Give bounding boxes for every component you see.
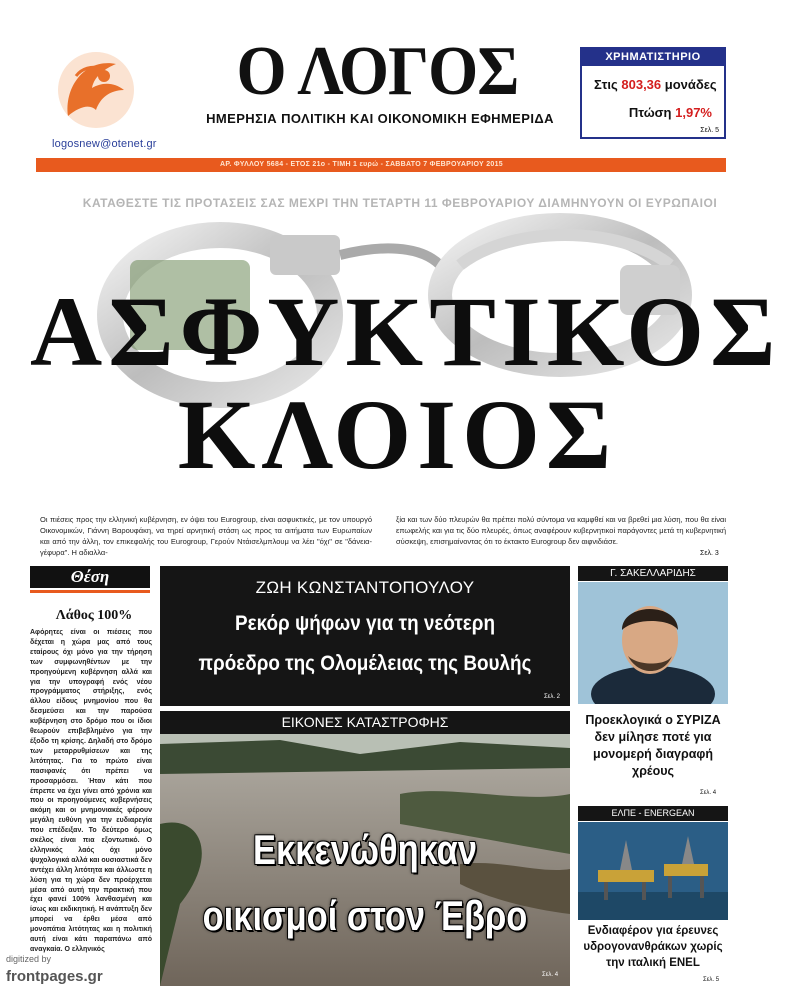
newspaper-subtitle: ΗΜΕΡΗΣΙΑ ΠΟΛΙΤΙΚΗ ΚΑΙ ΟΙΚΟΝΟΜΙΚΗ ΕΦΗΜΕΡΙΔΑ — [206, 111, 554, 126]
watermark-line2: frontpages.gr — [6, 968, 103, 985]
page-ref: Σελ. 4 — [542, 972, 559, 978]
story-zoi-name: ΖΩΗ ΚΩΝΣΤΑΝΤΟΠΟΥΛΟΥ — [255, 578, 475, 597]
story-zoi-headline-line1: Ρεκόρ ψήφων για τη νεότερη — [234, 612, 496, 635]
stock-header: ΧΡΗΜΑΤΙΣΤΗΡΙΟ — [582, 49, 724, 66]
opinion-body: Αφόρητες είναι οι πιέσεις που δέχεται η χώρα μας από τους εταίρους όχι μόνο για την τήρηση των συμφωνηθέντων με την προηγούμενη κυβέρνηση αλλά και για την υπογραφή ενός νέου προγράμματος στήριξης, ενός άλλου είδους μνημονίου που θα δεσμεύσει και την παρούσα κυβέρνηση στο δρόμο που οι ίδιοι θεωρούν επιβεβλημένο για την έξοδο τη κρίσης. Δηλαδή στο δρόμο των μεταρρυθμίσεων και της λιτότητας. Για το πρώτο είναι πασιφανές ότι πρέπει να προσαρμόσει. Ήταν κάτι που έπρεπε να έχει γίνει από χρόνια και που οι προηγούμενες κυβερνήσεις ακόμη και οι μνημονιακές φέρουν μεγάλη ευθύνη για την ευδιαρεγία που επέδειξαν. Το δεύτερο όμως σκέλος είναι πια εξοντωτικό. Ο ελληνικός λαός όχι μόνο ψυχολογικά αλλά και ουσιαστικά δεν αντέχει άλλη λιτότητα και άλλωστε η λύση για τη χώρα δεν προέρχεται μέσα από αυτή την πρακτική που έχει φανεί 100% λανθασμένη και ίσως και εκδικητική. Η ανάπτυξη δεν μπορεί να έρθει μέσα από μονοπάτια λιτότητας και η πολιτική αυτή είναι κάτι παραπάνω από αναγκαία. Ο ελληνικός — [30, 629, 152, 953]
lead-text-col2: ξία και των δύο πλευρών θα πρέπει πολύ σύντομα να καμφθεί και να βρεθεί μια λύση, που θα είναι επωφελής και για τις δύο πλευρές, όπως αναφέρουν κυβερνητικοί παράγοντες μετά τη κυβερνητική σύσκεψη, επισημαίνοντας ότι το έκτακτο Eurogroup δεν αιφνιδιάσε. — [396, 515, 726, 546]
page-ref: Σελ. 3 — [700, 550, 719, 557]
hero-kicker: ΚΑΤΑΘΕΣΤΕ ΤΙΣ ΠΡΟΤΑΣΕΙΣ ΣΑΣ ΜΕΧΡΙ ΤΗΝ ΤΕΤΑΡΤΗ 11 ΦΕΒΡΟΥΑΡΙΟΥ ΔΙΑΜΗΝΥΟΥΝ ΟΙ ΕΥΡΩΠΑΙΟΙ — [82, 196, 718, 210]
page-ref: Σελ. 4 — [700, 790, 717, 796]
email-link[interactable]: logosnew@otenet.gr — [52, 138, 157, 150]
page-ref: Σελ. 2 — [543, 694, 560, 700]
flood-headline-line2: οικισμοί στον Έβρο — [202, 892, 528, 939]
elpe-headline[interactable]: Ενδιαφέρον για έρευνες υδρογονανθράκων χωρίς την ιταλική ENEL — [583, 925, 723, 969]
oil-platform-photo[interactable] — [578, 822, 728, 920]
stock-change: Πτώση 1,97% — [628, 105, 712, 120]
stock-points: Στις 803,36 μονάδες — [594, 77, 717, 92]
sakellaridis-headline[interactable]: Προεκλογικά ο ΣΥΡΙΖΑ δεν μίλησε ποτέ για μονομερή διαγραφή χρέους — [585, 713, 721, 778]
sakellaridis-photo[interactable] — [578, 582, 728, 704]
stock-change-value: 1,97% — [675, 105, 712, 120]
page-ref: Σελ. 5 — [703, 977, 720, 983]
page-ref: Σελ. 5 — [700, 127, 719, 134]
lead-text-col1: Οι πιέσεις προς την ελληνική κυβέρνηση, εν όψει του Eurogroup, είναι ασφυκτικές, με τον υπουργό Οικονομικών, Γιάννη Βαρουφάκη, να τηρεί αρνητική στάση ως προς τα αιτήματα των Ευρωπαίων και από την άλλη, τον επικεφαλής του Eurogroup, Γερούν Ντάισελμπλουμ να λέει "όχι" σε "δάνεια-γέφυρα". Η αδιαλλα- — [40, 515, 372, 557]
issue-bar — [36, 158, 726, 172]
elpe-section-bar: ΕΛΠΕ - ENERGEAN — [578, 806, 728, 821]
sakellaridis-section-bar: Γ. ΣΑΚΕΛΛΑΡΙΔΗΣ — [578, 566, 728, 581]
flood-section-bar: ΕΙΚΟΝΕΣ ΚΑΤΑΣΤΡΟΦΗΣ — [160, 711, 570, 734]
stock-points-value: 803,36 — [621, 77, 662, 92]
issue-line: ΑΡ. ΦΥΛΛΟΥ 5684 - ΕΤΟΣ 21ο - ΤΙΜΗ 1 ευρώ - ΣΑΒΒΑΤΟ 7 ΦΕΒΡΟΥΑΡΙΟΥ 2015 — [220, 161, 503, 168]
watermark-line1: digitized by — [6, 954, 52, 964]
newspaper-title: Ο ΛΟΓΟΣ — [236, 33, 519, 110]
stock-market-box[interactable] — [580, 47, 726, 139]
main-headline-line1: ΑΣΦΥΚΤΙΚΟΣ — [30, 276, 782, 387]
divider — [30, 590, 150, 593]
flood-headline-line1: Εκκενώθηκαν — [252, 826, 478, 873]
logo-emblem — [46, 46, 142, 136]
story-zoi[interactable] — [160, 566, 570, 706]
opinion-title[interactable]: Λάθος 100% — [55, 608, 133, 623]
story-zoi-headline-line2: πρόεδρο της Ολομέλειας της Βουλής — [198, 652, 532, 675]
opinion-section-label: Θέση — [30, 566, 150, 588]
main-headline-line2: ΚΛΟΙΟΣ — [177, 379, 618, 490]
